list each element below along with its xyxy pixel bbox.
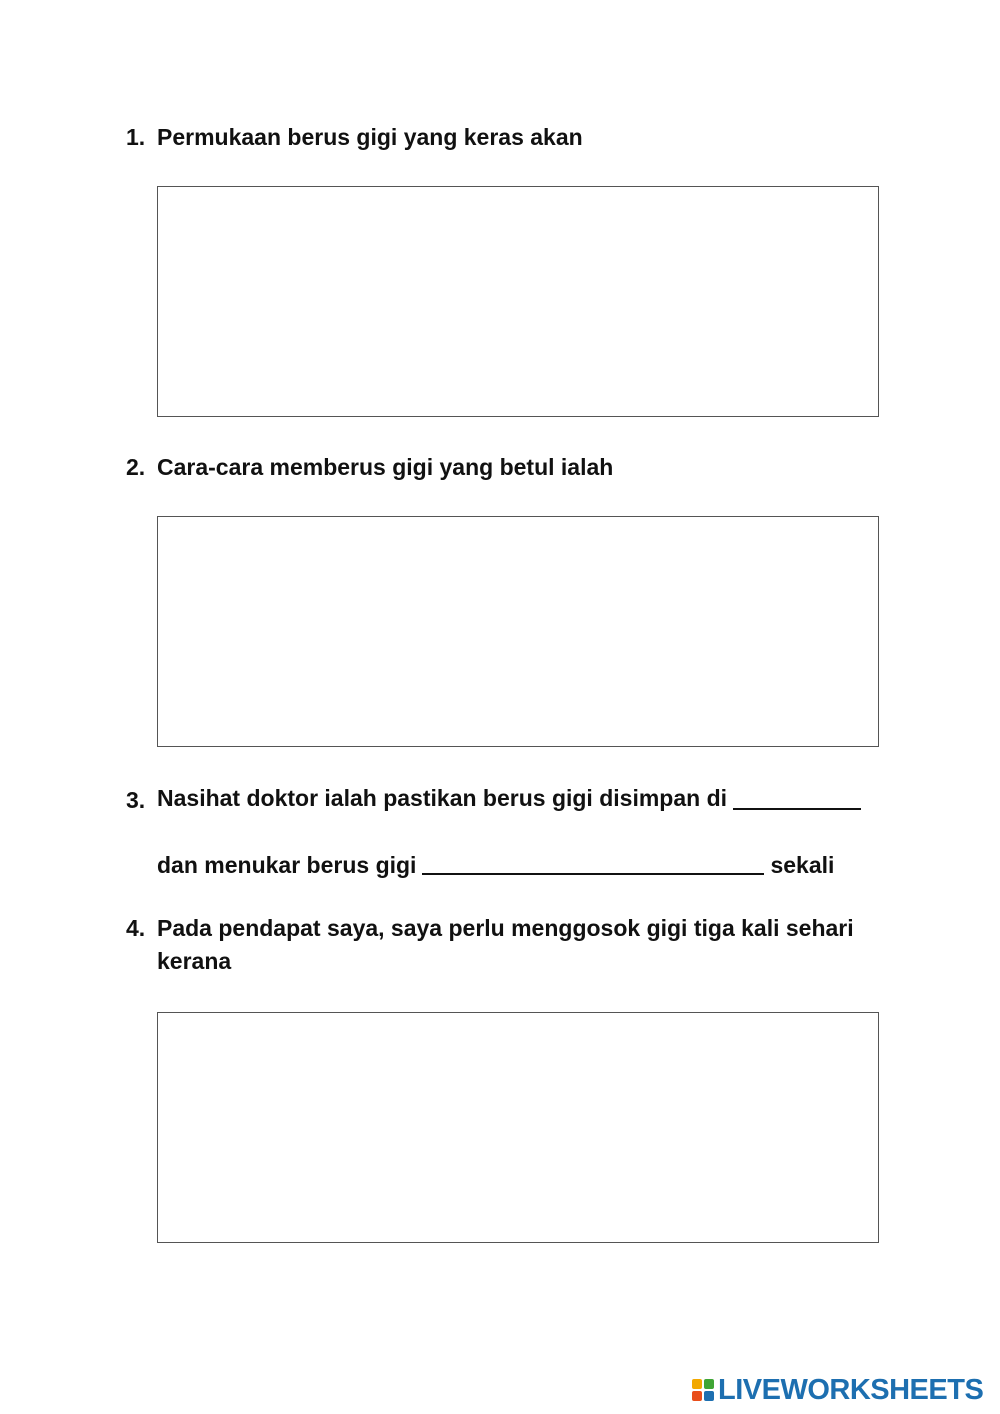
question-text: Pada pendapat saya, saya perlu menggosok gigi tiga kali sehari (157, 915, 854, 941)
logo-square (692, 1379, 702, 1389)
question-4-line-2 (157, 945, 231, 978)
question-number: 2. (126, 454, 146, 480)
question-2 (126, 451, 613, 484)
question-text: Nasihat doktor ialah pastikan berus gigi disimpan di (157, 785, 728, 811)
question-text: Cara-cara memberus gigi yang betul ialah (157, 454, 614, 480)
answer-box-4[interactable] (157, 1012, 879, 1243)
question-text: dan menukar berus gigi (157, 852, 417, 878)
question-text: Permukaan berus gigi yang keras akan (157, 124, 583, 150)
answer-box-1[interactable] (157, 186, 879, 417)
logo-text: LIVEWORKSHEETS (718, 1373, 984, 1406)
logo-square (704, 1379, 714, 1389)
question-3 (126, 782, 867, 817)
question-1 (126, 121, 583, 154)
logo-mark-icon (692, 1379, 714, 1401)
fill-blank-1[interactable] (733, 784, 861, 810)
question-3-line-2 (157, 847, 834, 882)
question-number: 1. (126, 124, 146, 150)
answer-box-2[interactable] (157, 516, 879, 747)
logo-square (704, 1391, 714, 1401)
liveworksheets-logo (692, 1373, 983, 1407)
question-number: 3. (126, 787, 146, 813)
question-text: kerana (157, 948, 232, 974)
logo-square (692, 1391, 702, 1401)
question-text: sekali (770, 852, 835, 878)
fill-blank-2[interactable] (422, 849, 764, 875)
question-number: 4. (126, 915, 146, 941)
question-4 (126, 912, 854, 945)
